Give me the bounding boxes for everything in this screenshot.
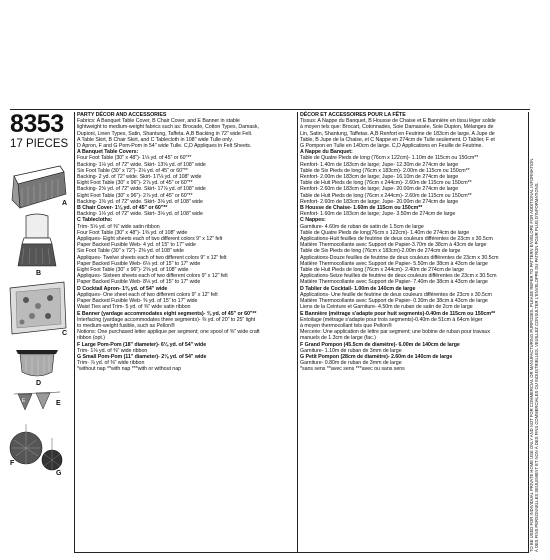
- french-fabrics-line: Table, B Jupe de la Chaise, et C Nappe en 274cm de Tulle seulement. D Tablier, F et: [300, 136, 495, 143]
- tablecloth-illustration: [10, 282, 66, 334]
- english-yardage-line: to medium-weight fusible, such as Pellon®: [77, 322, 175, 329]
- view-label-f: F: [10, 460, 15, 467]
- english-yardage-line: Appliques- Twelve sheets each of two different colors 9" x 12" felt: [77, 254, 227, 261]
- english-yardage-line: Four Foot Table (30" x 48")- 1⅛ yd. of 45" or 60"**: [77, 155, 192, 162]
- english-yardage-line: Eight Foot Table (30" x 96")- 2⅝ yd. of 108" wide: [77, 267, 189, 274]
- view-illustrations: [6, 158, 68, 490]
- english-view-heading: B Chair Cover- 1⅛ yd. of 45" or 60"**: [77, 205, 168, 212]
- french-yardage-line: Liens de la Ceinture et Garniture- 4.50m de ruban de satin de 2cm de large: [300, 304, 473, 311]
- english-fabrics-line: Dupioni, Linen Types, Satin, Shantung, Taffeta. A,B Backing in 72" wide Felt.: [77, 130, 253, 137]
- english-yardage-line: Six Foot Table (30" x 72")- 2⅜ yd. of 108" wide: [77, 248, 184, 255]
- french-yardage-line: Table de Six Pieds de long (76cm x 183cm)- 2.00m de 115cm ou 150cm**: [300, 167, 470, 174]
- view-label-e: E: [56, 400, 61, 407]
- english-yardage-line: Trim- 1⅛ yd. of ⅜" wide ribbon: [77, 347, 148, 354]
- side-notice-french: À DES FINS PERSONNELLES SEULEMENT ET NON À DES FINS COMMERCIALES OU INDUSTRIELLES. VEUILLEZ CONSULTER L'ENVELOPPE DU PATRON POUR PLUS D'INFORMATIONS.: [533, 182, 539, 552]
- french-yardage-line: Garniture- 4.60m de ruban de satin de 1.5cm de large: [300, 223, 424, 230]
- english-view-heading: G Small Pom-Pom (11" diameter)- 2⅛ yd. of 54" wide: [77, 353, 207, 360]
- french-yardage-line: Renfort- 1.40m de 183cm de large; Jupe- 12.30m de 274cm de large: [300, 161, 459, 168]
- view-label-a: A: [62, 200, 68, 207]
- side-notice-english: TO BE USED FOR INDIVIDUAL PRIVATE HOME USE ONLY AND NOT FOR COMMERCIAL OR MANUFACTURING PURPOSES. PLEASE REFER TO PATTERN ENVELOPE FOR ADDITIONAL INFORMATION.: [529, 157, 534, 552]
- french-yardage-line: Applications-Huit feuilles de feutrine de deux couleurs différentes de 23cm x 30.5cm: [300, 236, 493, 243]
- view-label-b: B: [36, 270, 42, 277]
- side-usage-notice: [530, 112, 542, 552]
- french-yardage-line: Garniture- 1.10m de ruban de 3mm de large: [300, 347, 402, 354]
- view-label-g: G: [56, 470, 62, 477]
- english-yardage-line: Paper Backed Fusible Web- 6⅛ yd. of 15" to 17" wide: [77, 260, 201, 267]
- french-yardage-line: Garniture- 0.80m de ruban de 3mm de large: [300, 360, 402, 367]
- english-fabrics: [77, 118, 295, 149]
- french-yardage-line: Mercerie: Une application de lettre par segment; une bobine de ruban pour travaux: [300, 329, 490, 336]
- english-yardage-line: Four Foot Table (30" x 48")- 1⅜ yd. of 108" wide: [77, 229, 188, 236]
- english-yardage-line: Trim- 5⅛ yd. of ⅜" wide satin ribbon: [77, 223, 160, 230]
- view-label-c: C: [62, 330, 68, 337]
- french-fabrics-line: G Pompon en Tulle en 140cm de large. C,D Applications en Feuille de Feutrine.: [300, 143, 483, 150]
- column-divider-middle: [297, 112, 298, 552]
- french-yardage-line: Renfort- 2.60m de 183cm de large; Jupe- 20.00m de 274cm de large: [300, 186, 459, 193]
- english-yardage-line: Backing- 2 yd. of 72" wide. Skirt- 17⅛ yd. of 108" wide: [77, 174, 202, 181]
- english-view-heading: F Large Pom-Pom (18" diameter)- 6⅛ yd. of 54" wide: [77, 341, 207, 348]
- french-yardage-line: Renfort- 1.60m de 183cm de large; Jupe- 3.50m de 274cm de large: [300, 211, 456, 218]
- column-divider-left: [74, 112, 75, 552]
- french-yardage-line: manuels de 1.3cm de large (fac.): [300, 335, 376, 342]
- pattern-pieces-count: 17 PIECES: [10, 138, 69, 150]
- english-view-heading: C Tablecloths:: [77, 217, 113, 224]
- french-yardage-line: Matière Thermocollante avec Support de Papier- 0.30m de 38cm à 43cm de large: [300, 298, 488, 305]
- english-yardage-line: Backing- 1⅜ yd. of 72" wide. Skirt- 3⅛ yd. of 108" wide: [77, 198, 203, 205]
- english-yardage-line: Appliques- One sheet each of two different colors 9" x 12" felt: [77, 291, 218, 298]
- french-view-heading: A Nappe du Banquet:: [300, 149, 353, 156]
- french-view-heading: G Petit Pompon (28cm de diamètre)- 2.60m de 140cm de large: [300, 353, 453, 360]
- french-yardage-line: Matière Thermocollante avec Support de Papier-3.70m de 38cm à 43cm de large: [300, 242, 487, 249]
- french-title: DÉCOR ET ACCESSOIRES POUR LA FÊTE: [300, 112, 406, 118]
- english-yardage-line: Paper Backed Fusible Web- ⅜ yd. of 15" to 17" wide: [77, 298, 198, 305]
- pattern-number: 8353: [10, 110, 64, 138]
- english-yardage-line: Backing- 1⅛ yd. of 72" wide. Skirt- 3⅛ yd. of 108" wide: [77, 211, 203, 218]
- english-fabrics-line: Fabrics: A Banquet Table Cover, B Chair Cover, and E Banner in stable: [77, 118, 240, 125]
- english-fabrics-line: A Table Skirt, B Chair Skirt, and C Tablecloth in 108" wide Tulle only.: [77, 136, 233, 143]
- french-fabrics-line: Lin, Satin, Shantung, Taffetas. A,B Renfort en Feutrine de 183cm de large. A Jupe de: [300, 130, 495, 137]
- french-yardage-line: à moyen thermocollant tels que Pellon®: [300, 322, 392, 329]
- svg-text:E: E: [22, 398, 26, 404]
- french-yardage-line: Matière Thermocollante avec Support de Papier- 5.50m de 38cm à 43cm de large: [300, 260, 488, 267]
- english-view-heading: A Banquet Table Covers:: [77, 149, 139, 156]
- apron-illustration: [16, 350, 58, 376]
- french-yardage-line: Entoilage (métrage s'adapte pour trois segments)-0.40m de 51cm à 64cm léger: [300, 316, 483, 323]
- banner-illustration: [14, 392, 60, 410]
- french-yardage-line: Applications- Une feuille de feutrine de deux couleurs différentes de 23cm x 30.5cm: [300, 291, 492, 298]
- english-yardage-line: Six Foot Table (30" x 72")- 2⅛ yd. of 45" or 60"**: [77, 167, 188, 174]
- english-yardage-line: Appliques- Eight sheets each of two different colors 9" x 12" felt: [77, 236, 223, 243]
- french-yardage-line: Table de Quatre Pieds de long (76cm x 122cm)- 1.10m de 115cm ou 150cm**: [300, 155, 479, 162]
- french-yardage-line: Table de Huit Pieds de long (76cm x 244cm)- 2.40m de 274cm de large: [300, 267, 464, 274]
- french-fabrics-line: Tissus: A Nappe du Banquet, B Housse de Chaise et E Bannière en tissu léger solide: [300, 118, 496, 125]
- english-yardage-line: Eight Foot Table (30" x 96")- 2⅞ yd. of 45" or 60"**: [77, 180, 193, 187]
- french-view-heading: F Grand Pompon (45.5cm de diamètre)- 6.00m de 140cm de large: [300, 341, 460, 348]
- english-fabrics-line: D Apron, F and G Pom-Pom in 54" wide Tulle. C,D Appliques in Felt Sheets.: [77, 143, 252, 150]
- english-yardage-line: Notions: One purchased letter applique per segment; one spool of ⅜" wide craft: [77, 329, 260, 336]
- english-view-heading: E Banner (yardage accommodates eight segments)- ⅜ yd. of 45" or 60"**: [77, 310, 257, 317]
- french-yardage-line: Table de Six Pieds de long (76cm x 183cm)-2.00m de 274cm de large: [300, 248, 461, 255]
- french-view-heading: D Tablier de Cocktail- 1.00m de 140cm de large: [300, 285, 416, 292]
- english-yardage-line: Eight Foot Table (30" x 96")- 2⅞ yd. of 45" or 60"**: [77, 192, 193, 199]
- english-yardage-line: Backing- 1⅛ yd. of 72" wide. Skirt- 13⅝ yd. of 108" wide: [77, 161, 206, 168]
- english-yardage-line: Waist Ties and Trim- 5 yd. of ⅜" wide satin ribbon: [77, 304, 191, 311]
- chair-cover-illustration: [18, 214, 56, 266]
- english-yardage-line: *without nap **with nap ***with or without nap: [77, 366, 181, 373]
- english-yardage-list: [77, 149, 295, 372]
- french-fabrics: [300, 118, 526, 149]
- french-yardage-line: Matière Thermocollante avec Support de Papier- 7.40m de 38cm à 43cm de large: [300, 279, 488, 286]
- english-yardage-line: ribbon (opt.): [77, 335, 105, 342]
- english-yardage-line: Paper Backed Fusible Web- 8⅛ yd. of 15" to 17" wide: [77, 279, 201, 286]
- french-yardage-line: Applications-Seize feuilles de feutrine de deux couleurs différentes de 23cm x 30.5cm: [300, 273, 497, 280]
- english-title: PARTY DÉCOR AND ACCESSORIES: [77, 112, 167, 118]
- french-view-heading: B Housse de Chaise- 1.60m de 115cm ou 150cm**: [300, 205, 423, 212]
- french-yardage-line: Renfort- 2.60m de 183cm de large; Jupe- 20.00m de 274cm de large: [300, 198, 459, 205]
- french-yardage-line: Renfort- 2.00m de 183cm de large; Jupe- 16.10m de 274cm de large: [300, 174, 459, 181]
- bottom-rule: [74, 552, 529, 553]
- english-fabrics-line: lightweight to medium-weight fabrics such as: Brocade, Cotton Types, Damask,: [77, 124, 259, 131]
- english-column: [77, 112, 295, 373]
- view-label-d: D: [36, 380, 42, 387]
- english-yardage-line: Appliques- Sixteen sheets each of two different colors 9" x 12" felt: [77, 273, 228, 280]
- french-yardage-line: Applications-Douze feuilles de feutrine de deux couleurs différentes de 23cm x 30.5cm: [300, 254, 499, 261]
- french-column: [300, 112, 526, 373]
- french-fabrics-line: à moyen tels que: Brocart, Cotonnades, Soie Damassée, Soie Dupion, Mélanges de: [300, 124, 494, 131]
- english-yardage-line: Paper Backed Fusible Web- 4 yd. of 15" to 17" wide: [77, 242, 196, 249]
- pompom-illustration: [10, 424, 62, 470]
- french-view-heading: C Nappes:: [300, 217, 326, 224]
- top-rule: [10, 109, 530, 110]
- french-yardage-line: Table de Huit Pieds de long (76cm x 244cm)- 2.60m de 115cm ou 150cm**: [300, 180, 472, 187]
- french-view-heading: E Bannière (métrage s'adapte pour huit segments)-0.40m de 115cm ou 150cm**: [300, 310, 496, 317]
- french-yardage-line: Table de Huit Pieds de long (76cm x 244cm)- 2.60m de 115cm ou 150cm**: [300, 192, 472, 199]
- english-view-heading: D Cocktail Apron- 1⅜ yd. of 54" wide: [77, 285, 168, 292]
- french-yardage-line: *sans sens **avec sens ***avec ou sans sens: [300, 366, 405, 373]
- english-yardage-line: Interfacing (yardage accommodates three segments)- ⅜ yd. of 20" to 25" light: [77, 316, 256, 323]
- english-yardage-line: Trim- ⅞ yd. of ⅜" wide ribbon: [77, 360, 145, 367]
- english-yardage-line: Backing- 2⅝ yd. of 72" wide. Skirt- 17⅞ yd. of 108" wide: [77, 186, 206, 193]
- table-cover-illustration: [12, 166, 66, 208]
- french-yardage-list: [300, 149, 526, 372]
- french-yardage-line: Table de Quatre Pieds de long(76cm x 122cm)- 1.40m de 274cm de large: [300, 229, 470, 236]
